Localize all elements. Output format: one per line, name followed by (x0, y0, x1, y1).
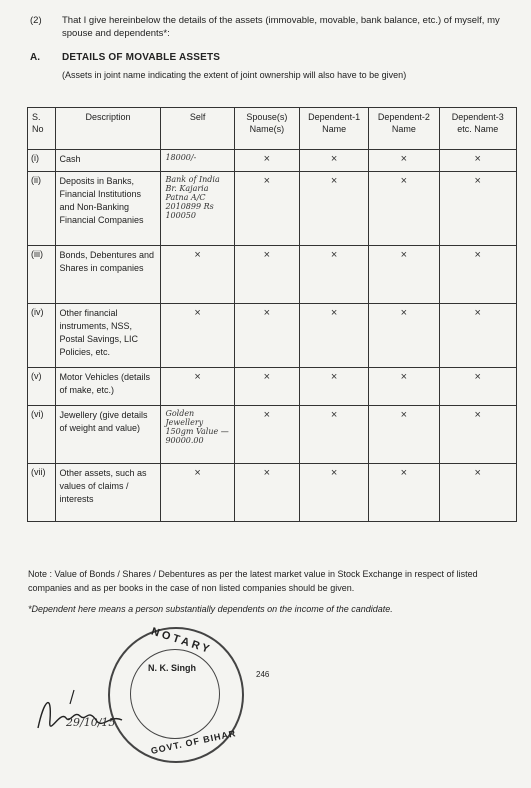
row-dep2-mark: × (369, 172, 439, 246)
row-sno: (iii) (28, 246, 56, 304)
table-row (28, 304, 517, 368)
row-self-value: Bank of India Br. Kajaria Patna A/C 2010899 Rs 100050 (161, 172, 234, 246)
row-dep3-mark: × (439, 406, 516, 464)
row-description: Cash (55, 150, 161, 172)
row-dep3-mark: × (439, 304, 516, 368)
row-self-value: Golden Jewellery 150gm Value — 90000.00 (161, 406, 234, 464)
valuation-note: Note : Value of Bonds / Shares / Debentures as per the latest market value in Stock Exchange in respect of listed companies and as per books in the case of non listed companies should be given. (28, 569, 478, 593)
header-sno: S. No (28, 108, 56, 150)
row-dep3-mark: × (439, 368, 516, 406)
header-self: Self (161, 108, 234, 150)
row-dep3-mark: × (439, 246, 516, 304)
row-sno: (v) (28, 368, 56, 406)
row-spouse-mark: × (234, 304, 299, 368)
row-sno: (vii) (28, 464, 56, 522)
row-sno: (iv) (28, 304, 56, 368)
header-dependent-2: Dependent-2 Name (369, 108, 439, 150)
row-dep3-mark: × (439, 172, 516, 246)
row-dep1-mark: × (299, 368, 368, 406)
row-description: Jewellery (give details of weight and value) (55, 406, 161, 464)
table-row (28, 172, 517, 246)
header-dependent-1: Dependent-1 Name (299, 108, 368, 150)
row-dep2-mark: × (369, 304, 439, 368)
row-dep1-mark: × (299, 150, 368, 172)
stamp-top-text: NOTARY (149, 625, 214, 657)
row-dep1-mark: × (299, 406, 368, 464)
movable-assets-table (27, 107, 517, 522)
row-spouse-mark: × (234, 172, 299, 246)
header-dependent-3: Dependent-3 etc. Name (439, 108, 516, 150)
row-sno: (vi) (28, 406, 56, 464)
page-number: 246 (256, 670, 270, 679)
table-row (28, 406, 517, 464)
row-dep2-mark: × (369, 150, 439, 172)
table-row (28, 150, 517, 172)
row-self-value: × (161, 246, 234, 304)
section-letter: A. (30, 52, 40, 63)
row-dep2-mark: × (369, 246, 439, 304)
dependent-definition-note: *Dependent here means a person substantially dependents on the income of the candidate. (28, 604, 393, 614)
intro-text: That I give hereinbelow the details of the assets (immovable, movable, bank balance, etc.) of myself, my spouse and dependents*: (62, 15, 500, 39)
table-row (28, 464, 517, 522)
row-description: Motor Vehicles (details of make, etc.) (55, 368, 161, 406)
row-description: Deposits in Banks, Financial Institutions and Non-Banking Financial Companies (55, 172, 161, 246)
row-dep3-mark: × (439, 464, 516, 522)
stamp-name: N. K. Singh (148, 663, 196, 673)
section-title: DETAILS OF MOVABLE ASSETS (62, 52, 221, 63)
row-dep2-mark: × (369, 406, 439, 464)
row-dep1-mark: × (299, 246, 368, 304)
table-row (28, 246, 517, 304)
row-self-value: × (161, 464, 234, 522)
row-dep1-mark: × (299, 304, 368, 368)
row-self-value: × (161, 368, 234, 406)
row-dep2-mark: × (369, 464, 439, 522)
row-spouse-mark: × (234, 464, 299, 522)
row-dep2-mark: × (369, 368, 439, 406)
row-spouse-mark: × (234, 406, 299, 464)
row-self-value: 18000/- (161, 150, 234, 172)
header-description: Description (55, 108, 161, 150)
row-description: Other financial instruments, NSS, Postal Savings, LIC Policies, etc. (55, 304, 161, 368)
row-spouse-mark: × (234, 246, 299, 304)
row-sno: (ii) (28, 172, 56, 246)
row-spouse-mark: × (234, 368, 299, 406)
row-description: Bonds, Debentures and Shares in companies (55, 246, 161, 304)
row-self-value: × (161, 304, 234, 368)
row-spouse-mark: × (234, 150, 299, 172)
row-dep1-mark: × (299, 172, 368, 246)
signature-date: 29/10/15 (66, 716, 116, 729)
row-sno: (i) (28, 150, 56, 172)
intro-number: (2) (30, 15, 42, 26)
row-dep3-mark: × (439, 150, 516, 172)
row-description: Other assets, such as values of claims / interests (55, 464, 161, 522)
section-note: (Assets in joint name indicating the extent of joint ownership will also have to be given) (62, 70, 407, 80)
table-row (28, 368, 517, 406)
row-dep1-mark: × (299, 464, 368, 522)
stamp-bottom-text: GOVT. OF BIHAR (149, 728, 238, 756)
signature-icon (30, 680, 170, 750)
header-spouse: Spouse(s) Name(s) (234, 108, 299, 150)
